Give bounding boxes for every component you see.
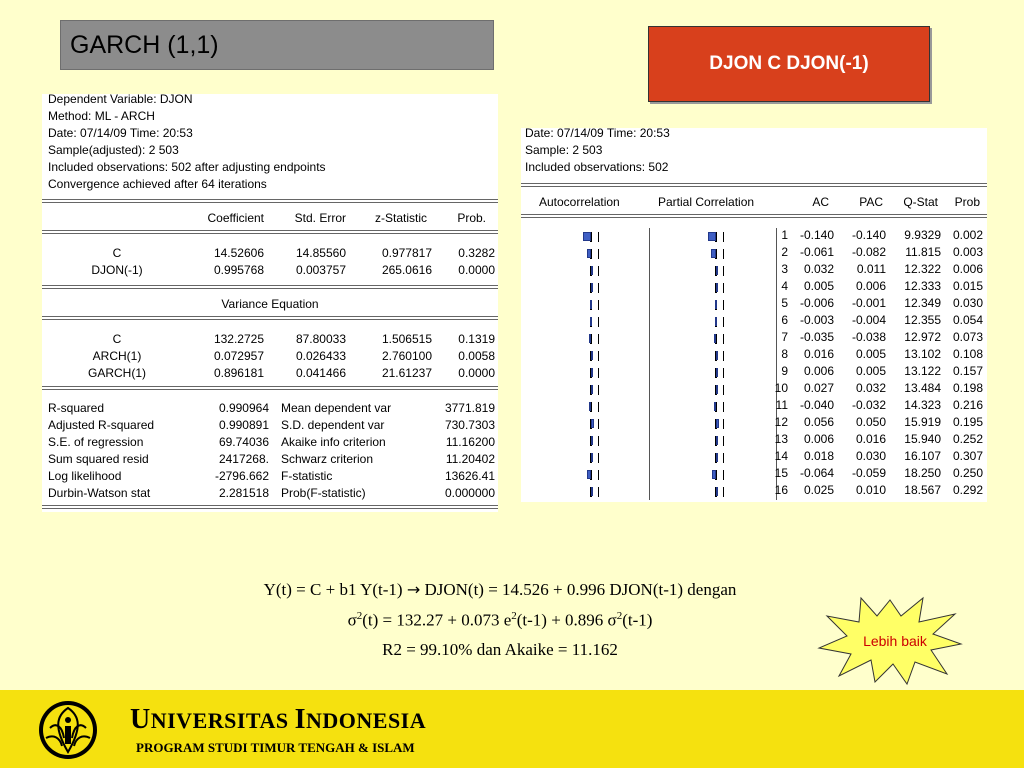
correlogram-row <box>521 364 987 381</box>
stat-label: Prob(F-statistic) <box>281 486 366 500</box>
stat-label: S.E. of regression <box>48 435 144 449</box>
pac-bar <box>711 249 716 258</box>
confidence-bound <box>598 487 599 497</box>
ac-bar <box>591 453 593 462</box>
lag-value: 11 <box>775 398 788 412</box>
table-rule <box>42 199 498 203</box>
ac-value: 0.027 <box>803 381 834 395</box>
correlogram-row <box>521 398 987 415</box>
reg-header-line: Sample(adjusted): 2 503 <box>48 143 179 157</box>
coef-value: 14.52606 <box>213 246 264 260</box>
stat-label: Mean dependent var <box>281 401 392 415</box>
pac-bar <box>715 317 717 326</box>
pac-value: 0.050 <box>855 415 886 429</box>
lag-value: 2 <box>781 245 788 259</box>
p-value: 0.0000 <box>458 263 495 277</box>
correlogram-output <box>521 128 987 502</box>
table-rule <box>521 183 987 187</box>
starburst-icon <box>815 592 965 688</box>
equation-text: σ <box>347 610 357 630</box>
ac-bar <box>591 368 593 377</box>
pac-value: 0.005 <box>855 347 886 361</box>
reg-header-line: Dependent Variable: DJON <box>48 94 193 106</box>
pac-bar <box>712 470 716 479</box>
lag-value: 14 <box>774 449 788 463</box>
confidence-bound <box>598 249 599 259</box>
lag-value: 6 <box>781 313 788 327</box>
prob-value: 0.108 <box>952 347 983 361</box>
qstat-value: 18.250 <box>904 466 941 480</box>
arrow-icon: → <box>406 580 421 599</box>
ac-bar <box>591 419 594 428</box>
model-label-box <box>648 26 930 102</box>
prob-value: 0.307 <box>952 449 983 463</box>
reg-header-line: Method: ML - ARCH <box>48 109 155 123</box>
prob-value: 0.292 <box>952 483 983 497</box>
p-value: 0.3282 <box>458 246 495 260</box>
ac-value: 0.025 <box>803 483 834 497</box>
confidence-bound <box>598 436 599 446</box>
z-value: 265.0616 <box>381 263 432 277</box>
col-header: z-Statistic <box>374 211 427 225</box>
confidence-bound <box>723 368 724 378</box>
stat-value: 2417268. <box>218 452 269 466</box>
ac-value: 0.056 <box>803 415 834 429</box>
prob-value: 0.198 <box>952 381 983 395</box>
confidence-bound <box>723 436 724 446</box>
lag-value: 9 <box>781 364 788 378</box>
correlogram-row <box>521 262 987 279</box>
confidence-bound <box>723 232 724 242</box>
confidence-bound <box>598 232 599 242</box>
col-header: Prob. <box>457 211 486 225</box>
prob-value: 0.073 <box>952 330 983 344</box>
ac-value: 0.005 <box>803 279 834 293</box>
col-header: Std. Error <box>294 211 346 225</box>
confidence-bound <box>723 249 724 259</box>
z-value: 2.760100 <box>381 349 432 363</box>
stat-label: Adjusted R-squared <box>48 418 155 432</box>
pac-value: 0.011 <box>856 262 886 276</box>
stat-label: Schwarz criterion <box>281 452 374 466</box>
prob-value: 0.006 <box>952 262 983 276</box>
confidence-bound <box>598 385 599 395</box>
stat-value: 3771.819 <box>444 401 495 415</box>
qstat-value: 12.322 <box>904 262 941 276</box>
row-name: ARCH(1) <box>92 349 142 363</box>
pac-bar <box>715 300 717 309</box>
confidence-bound <box>598 351 599 361</box>
correlogram-row <box>521 483 987 500</box>
superscript: 2 <box>511 610 517 622</box>
stat-value: 13626.41 <box>444 469 495 483</box>
correlogram-row <box>521 381 987 398</box>
pac-bar <box>716 436 718 445</box>
qstat-value: 18.567 <box>904 483 941 497</box>
pac-value: -0.001 <box>851 296 886 310</box>
program-name: PROGRAM STUDI TIMUR TENGAH & ISLAM <box>136 740 415 755</box>
ac-value: 0.018 <box>803 449 834 463</box>
ac-bar <box>589 402 591 411</box>
equation-text: (t) = 132.27 + 0.073 e <box>362 610 512 630</box>
equation-text: (t-1) <box>622 610 653 630</box>
confidence-bound <box>723 385 724 395</box>
se-value: 14.85560 <box>295 246 346 260</box>
pac-value: 0.030 <box>855 449 886 463</box>
corr-header-line: Included observations: 502 <box>525 160 669 174</box>
confidence-bound <box>723 266 724 276</box>
stat-label: Sum squared resid <box>48 452 149 466</box>
prob-value: 0.252 <box>952 432 983 446</box>
confidence-bound <box>598 470 599 480</box>
prob-value: 0.003 <box>952 245 983 259</box>
correlogram-row <box>521 279 987 296</box>
lag-value: 3 <box>781 262 788 276</box>
correlogram-row <box>521 347 987 364</box>
pac-value: 0.016 <box>855 432 886 446</box>
stat-label: R-squared <box>48 401 105 415</box>
uni-text: NDONESIA <box>306 708 427 733</box>
stat-label: Akaike info criterion <box>281 435 386 449</box>
pac-bar <box>708 232 716 241</box>
stat-value: 69.74036 <box>218 435 269 449</box>
col-header-ac: AC <box>812 195 829 209</box>
reg-header-line: Convergence achieved after 64 iterations <box>48 177 267 191</box>
regression-output <box>42 94 498 512</box>
ac-value: -0.061 <box>799 245 834 259</box>
stat-value: 0.990964 <box>218 401 269 415</box>
ac-bar <box>590 300 592 309</box>
p-value: 0.1319 <box>458 332 495 346</box>
pac-bar <box>716 351 718 360</box>
pac-value: 0.006 <box>855 279 886 293</box>
ac-bar <box>589 334 591 343</box>
correlogram-row <box>521 313 987 330</box>
correlogram-row <box>521 296 987 313</box>
confidence-bound <box>723 334 724 344</box>
se-value: 87.80033 <box>295 332 346 346</box>
corr-header-line: Sample: 2 503 <box>525 143 603 157</box>
table-rule <box>521 214 987 218</box>
pac-value: -0.082 <box>851 245 886 259</box>
equation-line-3: R2 = 99.10% dan Akaike = 11.162 <box>382 640 618 659</box>
model-label: DJON C DJON(-1) <box>709 53 869 74</box>
confidence-bound <box>723 470 724 480</box>
lag-value: 1 <box>781 228 788 242</box>
correlogram-row <box>521 228 987 245</box>
pac-bar <box>716 453 718 462</box>
prob-value: 0.002 <box>952 228 983 242</box>
confidence-bound <box>723 487 724 497</box>
qstat-value: 12.972 <box>904 330 941 344</box>
confidence-bound <box>598 300 599 310</box>
coef-value: 0.072957 <box>213 349 264 363</box>
ac-bar <box>587 249 591 258</box>
pac-value: -0.032 <box>851 398 886 412</box>
prob-value: 0.216 <box>952 398 983 412</box>
superscript: 2 <box>356 610 363 622</box>
equation-text: DJON(t) = 14.526 + 0.996 DJON(t-1) dengan <box>420 580 737 599</box>
confidence-bound <box>723 402 724 412</box>
ac-value: 0.006 <box>803 432 834 446</box>
stat-value: 0.990891 <box>218 418 269 432</box>
confidence-bound <box>723 300 724 310</box>
col-header-autocorrelation: Autocorrelation <box>539 195 620 209</box>
qstat-value: 15.919 <box>904 415 941 429</box>
equation-text: (t-1) + 0.896 σ <box>516 610 617 630</box>
ac-bar <box>591 487 593 496</box>
coef-value: 0.896181 <box>213 366 264 380</box>
confidence-bound <box>598 368 599 378</box>
stat-label: Log likelihood <box>48 469 122 483</box>
confidence-bound <box>598 266 599 276</box>
z-value: 1.506515 <box>381 332 432 346</box>
ac-value: -0.035 <box>799 330 834 344</box>
ac-bar <box>583 232 591 241</box>
confidence-bound <box>723 351 724 361</box>
qstat-value: 15.940 <box>904 432 941 446</box>
p-value: 0.0000 <box>458 366 495 380</box>
prob-value: 0.015 <box>952 279 983 293</box>
prob-value: 0.250 <box>952 466 983 480</box>
col-header-partial-correlation: Partial Correlation <box>658 195 755 209</box>
callout-text: Lebih baik <box>863 633 927 649</box>
qstat-value: 16.107 <box>904 449 941 463</box>
z-value: 21.61237 <box>381 366 432 380</box>
ac-value: -0.064 <box>799 466 834 480</box>
stat-value: 0.000000 <box>444 486 495 500</box>
corr-header-line: Date: 07/14/09 Time: 20:53 <box>525 128 670 140</box>
confidence-bound <box>598 283 599 293</box>
pac-bar <box>716 368 718 377</box>
ac-bar <box>591 436 593 445</box>
col-header-pac: PAC <box>859 195 883 209</box>
ac-value: 0.016 <box>803 347 834 361</box>
pac-bar <box>716 385 718 394</box>
ac-bar <box>591 283 593 292</box>
correlogram-row <box>521 330 987 347</box>
qstat-value: 14.323 <box>904 398 941 412</box>
pac-value: 0.005 <box>855 364 886 378</box>
qstat-value: 12.349 <box>904 296 941 310</box>
superscript: 2 <box>616 610 623 622</box>
ac-value: -0.003 <box>799 313 834 327</box>
qstat-value: 13.122 <box>904 364 941 378</box>
table-rule <box>42 386 498 390</box>
uni-initial: U <box>130 704 151 735</box>
lag-value: 16 <box>774 483 788 497</box>
pac-value: 0.032 <box>855 381 886 395</box>
pac-bar <box>716 487 718 496</box>
table-rule <box>42 316 498 320</box>
ac-bar <box>591 351 593 360</box>
variance-equation-title: Variance Equation <box>221 297 319 311</box>
coef-value: 132.2725 <box>213 332 264 346</box>
confidence-bound <box>598 317 599 327</box>
row-name: DJON(-1) <box>91 263 143 277</box>
coef-value: 0.995768 <box>213 263 264 277</box>
university-name <box>130 704 426 736</box>
equation-text: Y(t) = C + b1 Y(t-1) <box>263 580 407 599</box>
ac-bar <box>587 470 591 479</box>
col-header: Coefficient <box>207 211 264 225</box>
reg-header-line: Date: 07/14/09 Time: 20:53 <box>48 126 193 140</box>
prob-value: 0.195 <box>952 415 983 429</box>
qstat-value: 13.484 <box>904 381 941 395</box>
qstat-value: 13.102 <box>904 347 941 361</box>
pac-bar <box>716 419 719 428</box>
stat-label: S.D. dependent var <box>281 418 385 432</box>
ac-value: -0.040 <box>799 398 834 412</box>
pac-bar <box>714 402 716 411</box>
lag-value: 7 <box>781 330 788 344</box>
qstat-value: 11.815 <box>905 245 941 259</box>
pac-bar <box>716 266 718 275</box>
pac-bar <box>716 283 718 292</box>
ac-value: -0.140 <box>799 228 834 242</box>
correlogram-row <box>521 415 987 432</box>
lag-value: 4 <box>781 279 788 293</box>
lag-value: 13 <box>774 432 788 446</box>
confidence-bound <box>723 283 724 293</box>
qstat-value: 12.333 <box>904 279 941 293</box>
ac-value: 0.032 <box>803 262 834 276</box>
prob-value: 0.054 <box>952 313 983 327</box>
correlogram-row <box>521 449 987 466</box>
slide-title: GARCH (1,1) <box>70 31 219 59</box>
reg-header-line: Included observations: 502 after adjusting endpoints <box>48 160 326 174</box>
table-rule <box>42 230 498 234</box>
z-value: 0.977817 <box>381 246 432 260</box>
slide-title-box <box>60 20 494 70</box>
correlogram-row <box>521 245 987 262</box>
stat-label: F-statistic <box>281 469 333 483</box>
pac-value: 0.010 <box>855 483 886 497</box>
stat-label: Durbin-Watson stat <box>48 486 151 500</box>
row-name: GARCH(1) <box>87 366 146 380</box>
lag-value: 10 <box>774 381 788 395</box>
uni-text: NIVERSITAS <box>150 708 295 733</box>
stat-value: 2.281518 <box>218 486 269 500</box>
qstat-value: 12.355 <box>904 313 941 327</box>
se-value: 0.026433 <box>295 349 346 363</box>
stat-value: 11.16200 <box>445 435 495 449</box>
confidence-bound <box>598 402 599 412</box>
confidence-bound <box>598 453 599 463</box>
confidence-bound <box>723 419 724 429</box>
qstat-value: 9.9329 <box>904 228 941 242</box>
prob-value: 0.157 <box>952 364 983 378</box>
lag-value: 5 <box>781 296 788 310</box>
confidence-bound <box>598 334 599 344</box>
row-name: C <box>112 246 122 260</box>
table-rule <box>42 505 498 509</box>
ac-value: -0.006 <box>799 296 834 310</box>
se-value: 0.041466 <box>295 366 346 380</box>
ac-bar <box>590 317 592 326</box>
ac-value: 0.006 <box>803 364 834 378</box>
se-value: 0.003757 <box>295 263 346 277</box>
confidence-bound <box>723 317 724 327</box>
ac-bar <box>591 266 593 275</box>
stat-value: 11.20402 <box>445 452 495 466</box>
stat-value: 730.7303 <box>444 418 495 432</box>
confidence-bound <box>723 453 724 463</box>
stat-value: -2796.662 <box>214 469 269 483</box>
lag-value: 15 <box>774 466 788 480</box>
col-header-prob: Prob <box>954 195 980 209</box>
row-name: C <box>112 332 122 346</box>
confidence-bound <box>598 419 599 429</box>
correlogram-row <box>521 466 987 483</box>
pac-value: -0.140 <box>851 228 886 242</box>
pac-value: -0.038 <box>851 330 886 344</box>
pac-value: -0.004 <box>851 313 886 327</box>
pac-value: -0.059 <box>851 466 886 480</box>
lag-value: 12 <box>774 415 788 429</box>
prob-value: 0.030 <box>952 296 983 310</box>
uni-initial: I <box>294 704 306 735</box>
ac-bar <box>591 385 593 394</box>
lag-value: 8 <box>781 347 788 361</box>
correlogram-row <box>521 432 987 449</box>
col-header-qstat: Q-Stat <box>903 195 938 209</box>
university-logo-icon <box>36 698 100 762</box>
p-value: 0.0058 <box>458 349 495 363</box>
table-rule <box>42 285 498 289</box>
pac-bar <box>714 334 716 343</box>
